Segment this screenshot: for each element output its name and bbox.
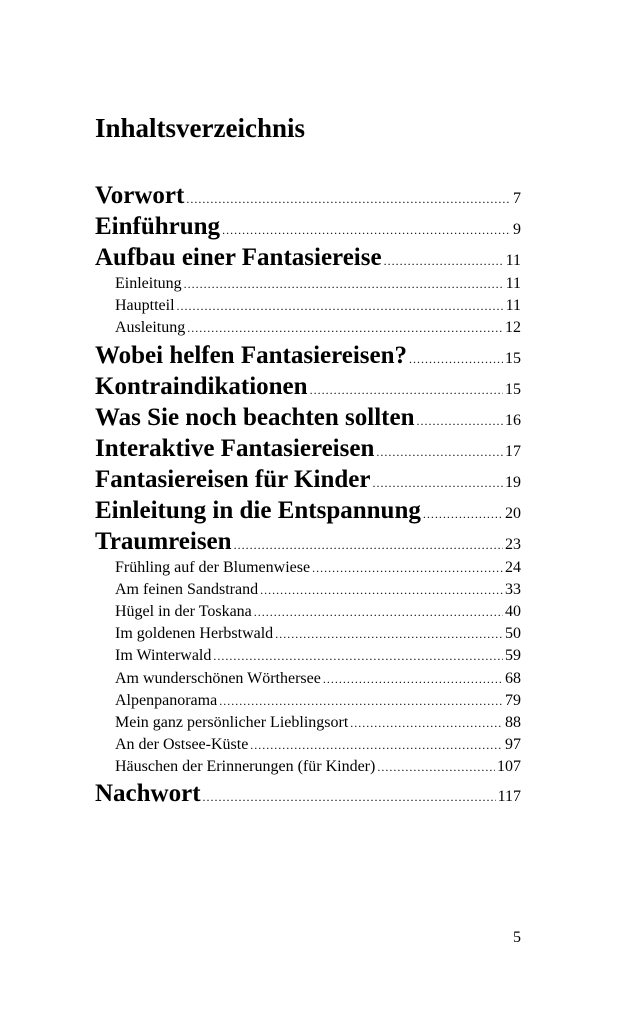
toc-entry-label: An der Ostsee-Küste [115,736,249,754]
toc-subentry-woerthersee[interactable] [95,668,521,690]
toc-subentry-fruehling[interactable] [95,557,521,579]
leader-dots [423,499,503,530]
leader-dots [186,184,511,215]
toc-entry-label: Am feinen Sandstrand [115,580,259,598]
toc-entry-page: 9 [513,221,521,238]
toc-entry-page: 59 [505,647,521,665]
toc-entry-vorwort[interactable] [95,180,521,211]
toc-entry-page: 79 [505,691,521,709]
toc-entry-kinder[interactable] [95,464,521,495]
leader-dots [323,668,503,690]
toc-subentry-hauptteil[interactable] [95,295,521,317]
toc-subentry-herbstwald[interactable] [95,623,521,645]
toc-entry-was-sie-beachten[interactable] [95,402,521,433]
leader-dots [250,734,503,756]
toc-entry-page: 24 [505,558,521,576]
toc-subentry-toskana[interactable] [95,601,521,623]
toc-entry-kontraindikationen[interactable] [95,371,521,402]
toc-entry-page: 17 [505,442,521,460]
toc-entry-label: Einleitung [115,275,182,292]
toc-entry-page: 15 [505,380,521,398]
toc-entry-page: 33 [505,580,521,598]
toc-entry-label: Im goldenen Herbstwald [115,625,274,643]
toc-entry-page: 12 [505,319,521,337]
toc-entry-label: Einleitung in die Entspannung [95,496,421,524]
toc-entry-page: 11 [505,252,521,269]
leader-dots [416,406,503,437]
toc-entry-label: Nachwort [95,780,201,808]
toc-entry-page: 107 [497,758,521,776]
toc-entry-page: 68 [505,669,521,687]
table-of-contents [95,180,521,809]
toc-entry-page: 117 [497,788,521,806]
toc-entry-label: Mein ganz persönlicher Lieblingsort [115,713,349,731]
toc-entry-einfuehrung[interactable] [95,211,521,242]
toc-entry-aufbau[interactable] [95,242,521,273]
leader-dots [254,601,503,623]
toc-entry-interaktive[interactable] [95,433,521,464]
leader-dots [312,557,503,579]
toc-subentry-ausleitung[interactable] [95,317,521,339]
leader-dots [177,295,504,317]
toc-entry-page: 11 [505,275,521,292]
leader-dots [219,690,503,712]
toc-entry-traumreisen[interactable] [95,526,521,557]
toc-entry-label: Frühling auf der Blumenwiese [115,558,311,576]
toc-entry-label: Fantasiereisen für Kinder [95,465,371,493]
toc-subentry-sandstrand[interactable] [95,579,521,601]
toc-entry-entspannung[interactable] [95,495,521,526]
leader-dots [184,273,504,295]
leader-dots [376,437,503,468]
leader-dots [377,756,495,778]
leader-dots [275,623,503,645]
leader-dots [260,579,503,601]
toc-entry-wobei-helfen[interactable] [95,340,521,371]
toc-entry-page: 16 [505,411,521,429]
toc-entry-label: Hauptteil [115,297,175,315]
leader-dots [409,344,503,375]
toc-entry-label: Aufbau einer Fantasiereise [95,244,382,271]
toc-entry-page: 19 [505,473,521,491]
toc-entry-page: 50 [505,625,521,643]
toc-entry-label: Kontraindikationen [95,372,308,400]
toc-entry-page: 15 [505,349,521,367]
toc-entry-page: 23 [505,535,521,553]
toc-entry-page: 88 [505,713,521,731]
toc-entry-page: 40 [505,602,521,620]
toc-entry-label: Traumreisen [95,527,232,555]
toc-entry-nachwort[interactable] [95,778,521,809]
leader-dots [213,645,503,667]
toc-entry-label: Ausleitung [115,319,186,337]
page-number: 5 [513,929,521,946]
toc-entry-label: Vorwort [95,182,185,209]
toc-entry-label: Einführung [95,213,221,240]
toc-entry-page: 97 [505,736,521,754]
toc-entry-label: Am wunderschönen Wörthersee [115,669,321,687]
toc-entry-page: 7 [513,190,521,207]
toc-entry-label: Wobei helfen Fantasiereisen? [95,341,408,369]
toc-entry-label: Interaktive Fantasiereisen [95,434,375,462]
leader-dots [350,712,503,734]
toc-entry-page: 20 [505,504,521,522]
toc-entry-label: Was Sie noch beachten sollten [95,403,415,431]
toc-entry-label: Im Winterwald [115,647,212,665]
toc-subentry-haeuschen[interactable] [95,756,521,778]
toc-subentry-einleitung[interactable] [95,273,521,295]
toc-entry-label: Häuschen der Erinnerungen (für Kinder) [115,758,376,776]
toc-entry-label: Hügel in der Toskana [115,602,252,620]
toc-entry-label: Alpenpanorama [115,691,218,709]
leader-dots [187,317,503,339]
toc-subentry-ostsee[interactable] [95,734,521,756]
toc-entry-page: 11 [505,297,521,315]
page-title: Inhaltsverzeichnis [95,113,306,143]
toc-subentry-alpenpanorama[interactable] [95,690,521,712]
leader-dots [203,782,496,813]
toc-subentry-winterwald[interactable] [95,645,521,667]
toc-subentry-lieblingsort[interactable] [95,712,521,734]
